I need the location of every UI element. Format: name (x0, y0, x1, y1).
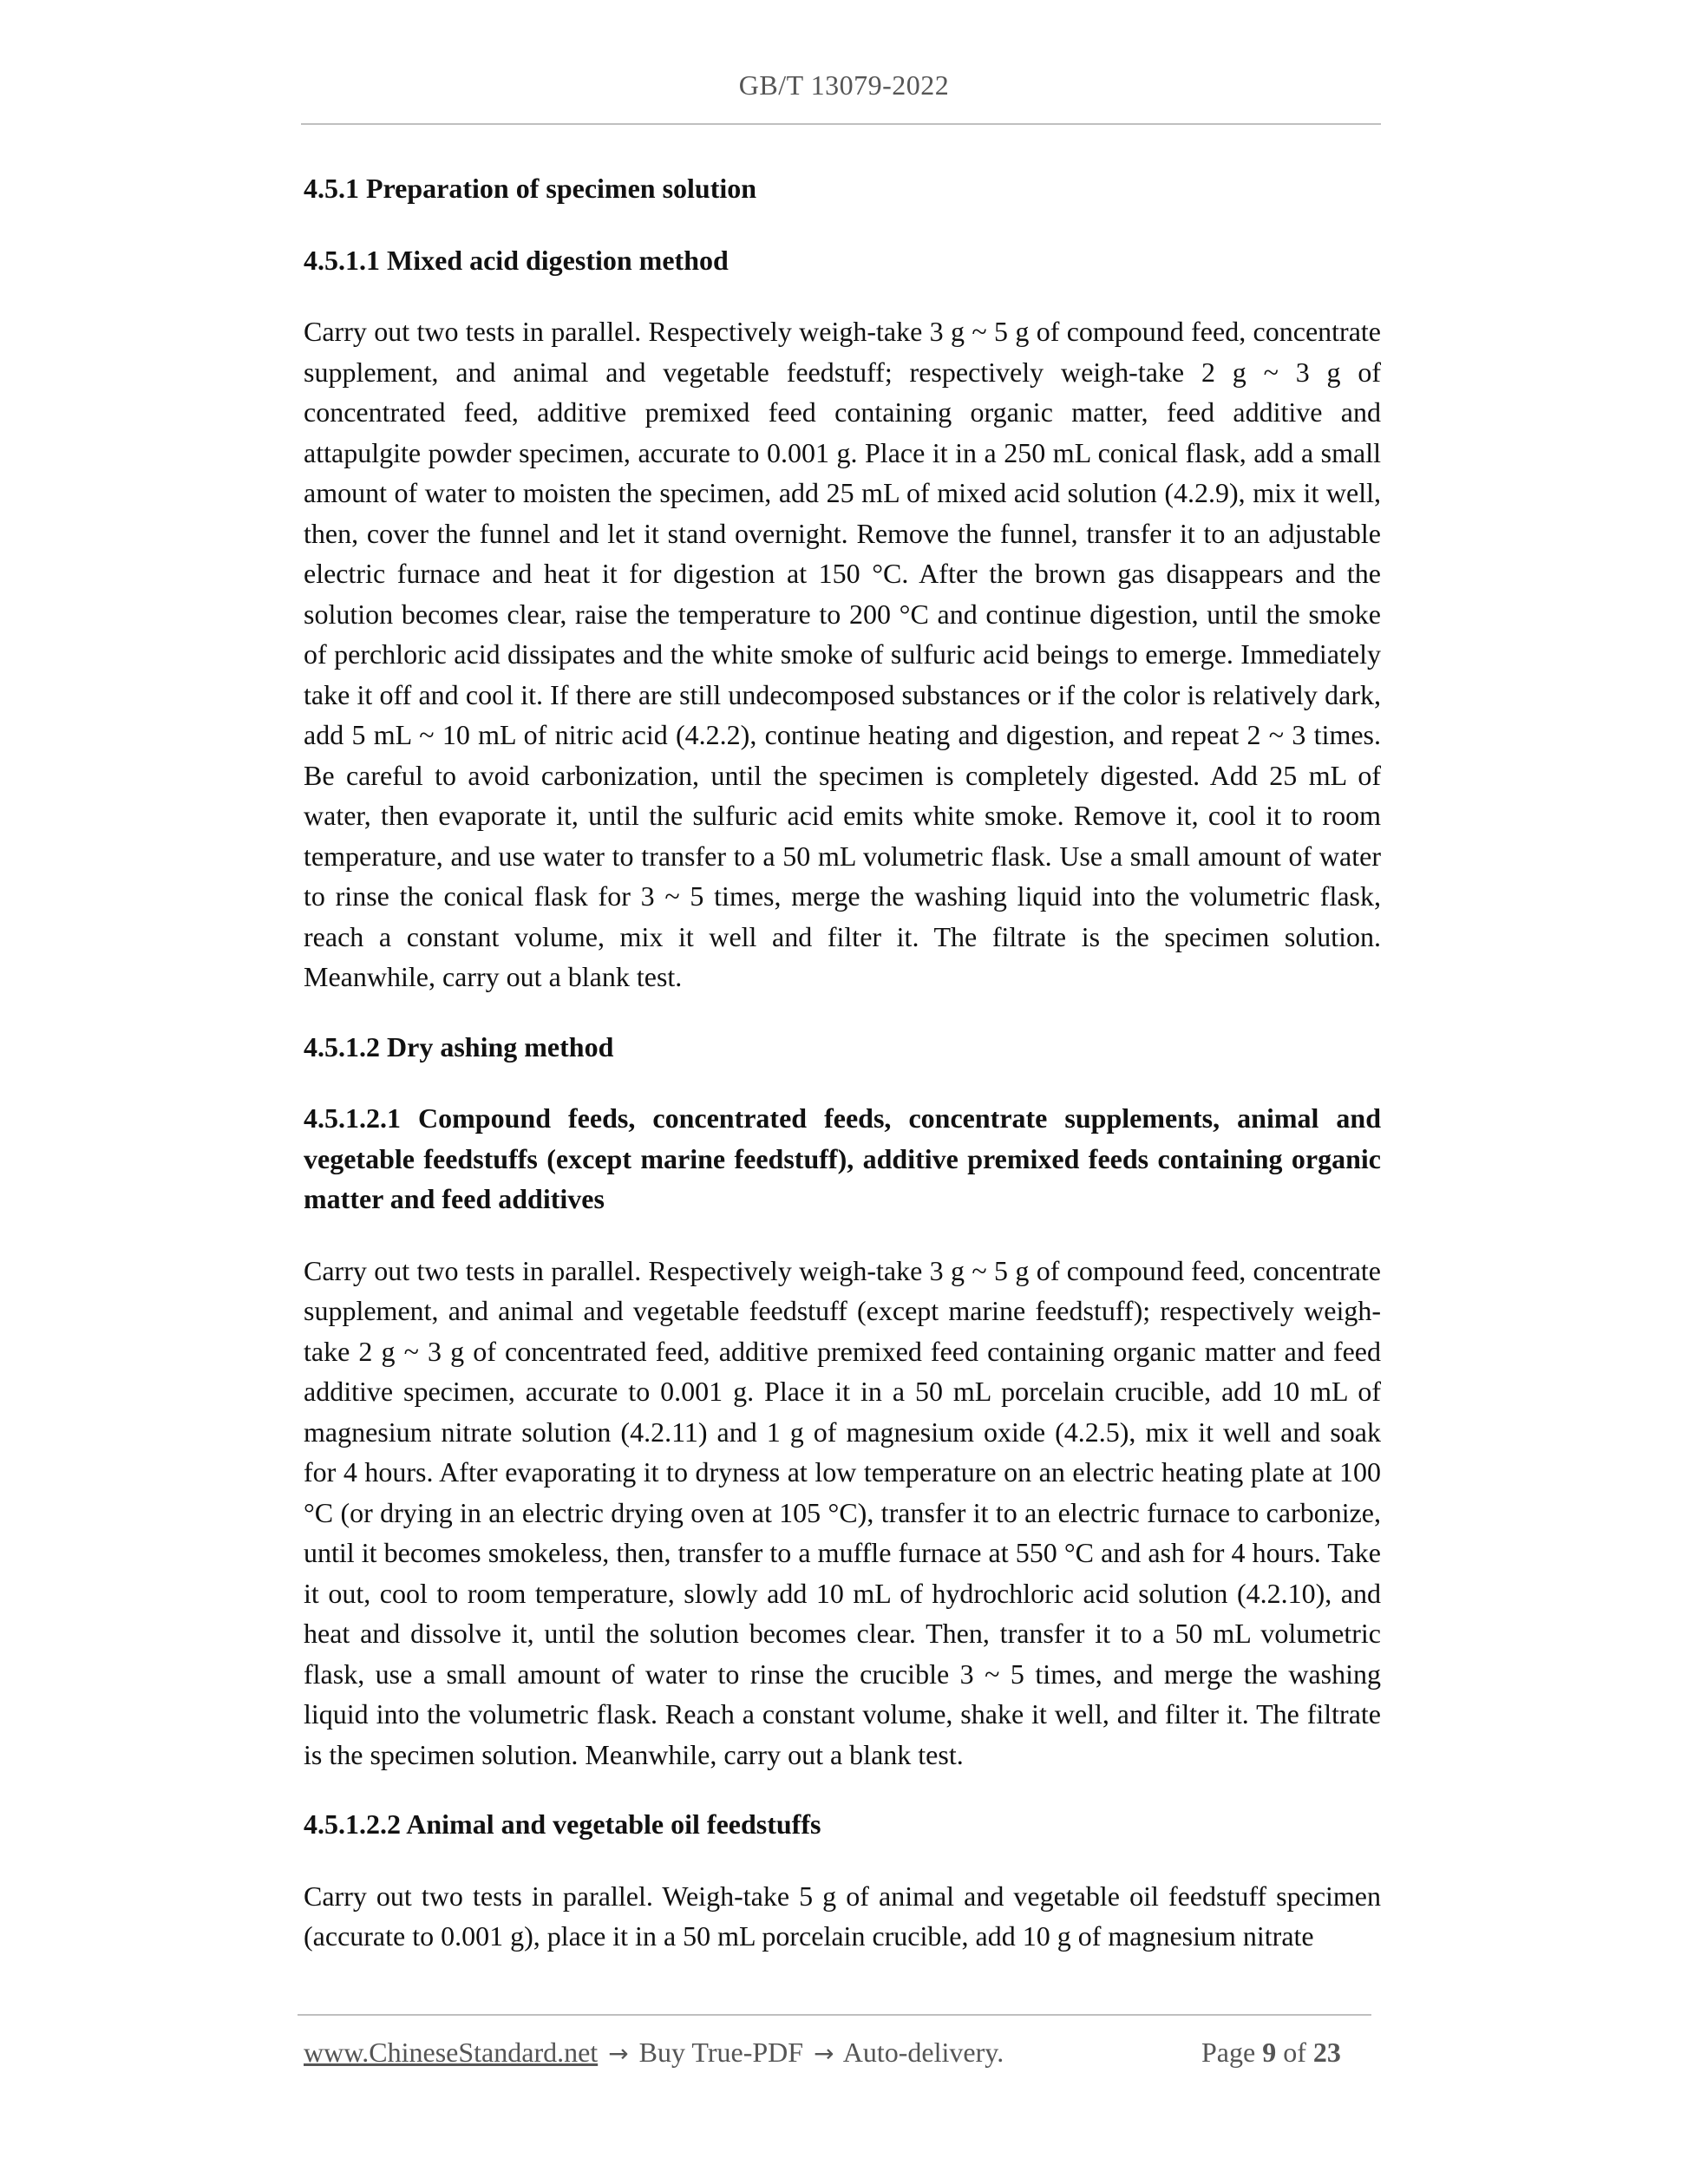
page-label: Page (1201, 2037, 1256, 2068)
section-paragraph-4-5-1-1: Carry out two tests in parallel. Respectively weigh-take 3 g ~ 5 g of compound feed, concentrate supplement, and animal and vegetable feedstuff; respectively weigh-take 2 g ~ 3 g of concentrated feed, additive premixed feed containing organic matter, feed additive and attapulgite powder specimen, accurate to 0.001 g. Place it in a 250 mL conical flask, add a small amount of water to moisten the specimen, add 25 mL of mixed acid solution (4.2.9), mix it well, then, cover the funnel and let it stand overnight. Remove the funnel, transfer it to an adjustable electric furnace and heat it for digestion at 150 °C. After the brown gas disappears and the solution becomes clear, raise the temperature to 200 °C and continue digestion, until the smoke of perchloric acid dissipates and the white smoke of sulfuric acid beings to emerge. Immediately take it off and cool it. If there are still undecomposed substances or if the color is relatively dark, add 5 mL ~ 10 mL of nitric acid (4.2.2), continue heating and digestion, and repeat 2 ~ 3 times. Be careful to avoid carbonization, until the specimen is completely digested. Add 25 mL of water, then evaporate it, until the sulfuric acid emits white smoke. Remove it, cool it to room temperature, and use water to transfer to a 50 mL volumetric flask. Use a small amount of water to rinse the conical flask for 3 ~ 5 times, merge the washing liquid into the volumetric flask, reach a constant volume, mix it well and filter it. The filtrate is the specimen solution. Meanwhile, carry out a blank test. (304, 316, 1381, 992)
section-heading-4-5-1-2-2: 4.5.1.2.2 Animal and vegetable oil feedstuffs (304, 1808, 821, 1840)
footer-promo (304, 2037, 1004, 2069)
header-divider (301, 123, 1381, 125)
footer-website-link[interactable]: www.ChineseStandard.net (304, 2037, 599, 2068)
page-indicator (1201, 2037, 1341, 2069)
footer-delivery-text: Auto-delivery. (842, 2037, 1004, 2068)
document-header-title: GB/T 13079-2022 (738, 69, 950, 101)
page-current-number: 9 (1262, 2037, 1277, 2068)
section-heading-4-5-1: 4.5.1 Preparation of specimen solution (304, 173, 757, 204)
arrow-right-icon: → (814, 2039, 834, 2068)
footer-divider (298, 2014, 1371, 2016)
arrow-right-icon: → (608, 2039, 629, 2068)
section-heading-4-5-1-2: 4.5.1.2 Dry ashing method (304, 1030, 614, 1063)
footer-buy-text: Buy True-PDF (638, 2037, 804, 2068)
section-paragraph-4-5-1-2-1: Carry out two tests in parallel. Respectively weigh-take 3 g ~ 5 g of compound feed, concentrate supplement, and animal and vegetable feedstuff (except marine feedstuff); respectively weigh-take 2 g ~ 3 g of concentrated feed, additive premixed feed containing organic matter and feed additive specimen, accurate to 0.001 g. Place it in a 50 mL porcelain crucible, add 10 mL of magnesium nitrate solution (4.2.11) and 1 g of magnesium oxide (4.2.5), mix it well and soak for 4 hours. After evaporating it to dryness at low temperature on an electric heating plate at 100 °C (or drying in an electric drying oven at 105 °C), transfer it to an electric furnace to carbonize, until it becomes smokeless, then, transfer to a muffle furnace at 550 °C and ash for 4 hours. Take it out, cool to room temperature, slowly add 10 mL of hydrochloric acid solution (4.2.10), and heat and dissolve it, until the solution becomes clear. Then, transfer it to a 50 mL volumetric flask, use a small amount of water to rinse the crucible 3 ~ 5 times, and merge the washing liquid into the volumetric flask. Reach a constant volume, shake it well, and filter it. The filtrate is the specimen solution. Meanwhile, carry out a blank test. (304, 1254, 1381, 1770)
page-of-label: of (1283, 2037, 1306, 2068)
document-body (304, 168, 1381, 1986)
section-paragraph-4-5-1-2-2: Carry out two tests in parallel. Weigh-take 5 g of animal and vegetable oil feedstuff specimen (accurate to 0.001 g), place it in a 50 mL porcelain crucible, add 10 g of magnesium nitrate (304, 1880, 1381, 1952)
section-heading-4-5-1-2-1: 4.5.1.2.1 Compound feeds, concentrated feeds, concentrate supplements, animal and vegetable feedstuffs (except marine feedstuff), additive premixed feeds containing organic matter and feed additives (304, 1102, 1381, 1214)
page-total-number: 23 (1312, 2037, 1341, 2068)
section-heading-4-5-1-1: 4.5.1.1 Mixed acid digestion method (304, 244, 729, 276)
